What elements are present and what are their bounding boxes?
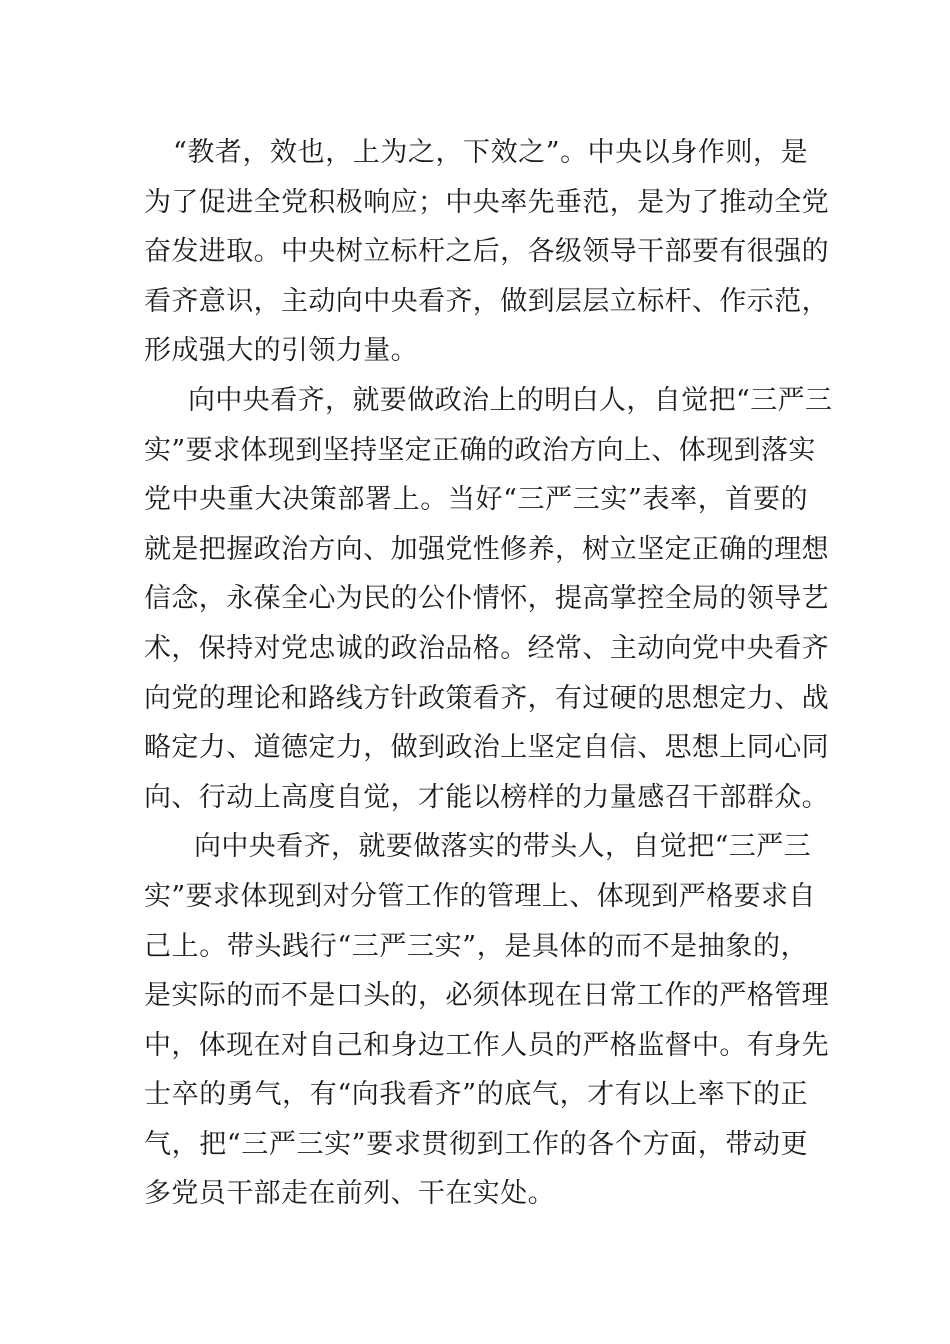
text-line: 向党的理论和路线方针政策看齐，有过硬的思想定力、战 — [144, 682, 829, 714]
text-line: 实”要求体现到坚持坚定正确的政治方向上、体现到落实 — [144, 434, 816, 466]
text-line: 己上。带头践行“三严三实”，是具体的而不是抽象的， — [144, 930, 808, 962]
text-line: 看齐意识，主动向中央看齐，做到层层立标杆、作示范， — [144, 285, 829, 317]
text-line: 士卒的勇气，有“向我看齐”的底气，才有以上率下的正 — [144, 1079, 808, 1111]
text-line: 略定力、道德定力，做到政治上坚定自信、思想上同心同 — [144, 732, 829, 764]
text-line: 术，保持对党忠诚的政治品格。经常、主动向党中央看齐 — [144, 632, 829, 664]
text-line: 奋发进取。中央树立标杆之后，各级领导干部要有很强的 — [144, 236, 829, 268]
text-line: 形成强大的引领力量。 — [144, 335, 418, 367]
text-line: 向、行动上高度自觉，才能以榜样的力量感召干部群众。 — [144, 781, 829, 813]
text-line: 多党员干部走在前列、干在实处。 — [144, 1178, 555, 1210]
text-line: 就是把握政治方向、加强党性修养，树立坚定正确的理想 — [144, 533, 829, 565]
text-line: 信念，永葆全心为民的公仆情怀，提高掌控全局的领导艺 — [144, 583, 829, 615]
text-line: “教者，效也，上为之，下效之”。中央以身作则，是 — [173, 137, 808, 168]
text-line: 实”要求体现到对分管工作的管理上、体现到严格要求自 — [144, 880, 816, 912]
text-line: 气，把“三严三实”要求贯彻到工作的各个方面，带动更 — [144, 1128, 808, 1160]
text-line: 党中央重大决策部署上。当好“三严三实”表率，首要的 — [144, 484, 808, 516]
text-line: 是实际的而不是口头的，必须体现在日常工作的严格管理 — [144, 980, 829, 1012]
text-line: 向中央看齐，就要做落实的带头人，自觉把“三严三 — [194, 831, 812, 863]
paragraph-3 — [144, 822, 829, 1219]
paragraph-1 — [144, 128, 829, 376]
document-body — [144, 128, 833, 1219]
text-line: 中，体现在对自己和身边工作人员的严格监督中。有身先 — [144, 1029, 829, 1061]
text-line: 为了促进全党积极响应；中央率先垂范，是为了推动全党 — [144, 186, 829, 218]
text-line: 向中央看齐，就要做政治上的明白人，自觉把“三严三 — [188, 384, 833, 416]
paragraph-2 — [144, 376, 833, 822]
